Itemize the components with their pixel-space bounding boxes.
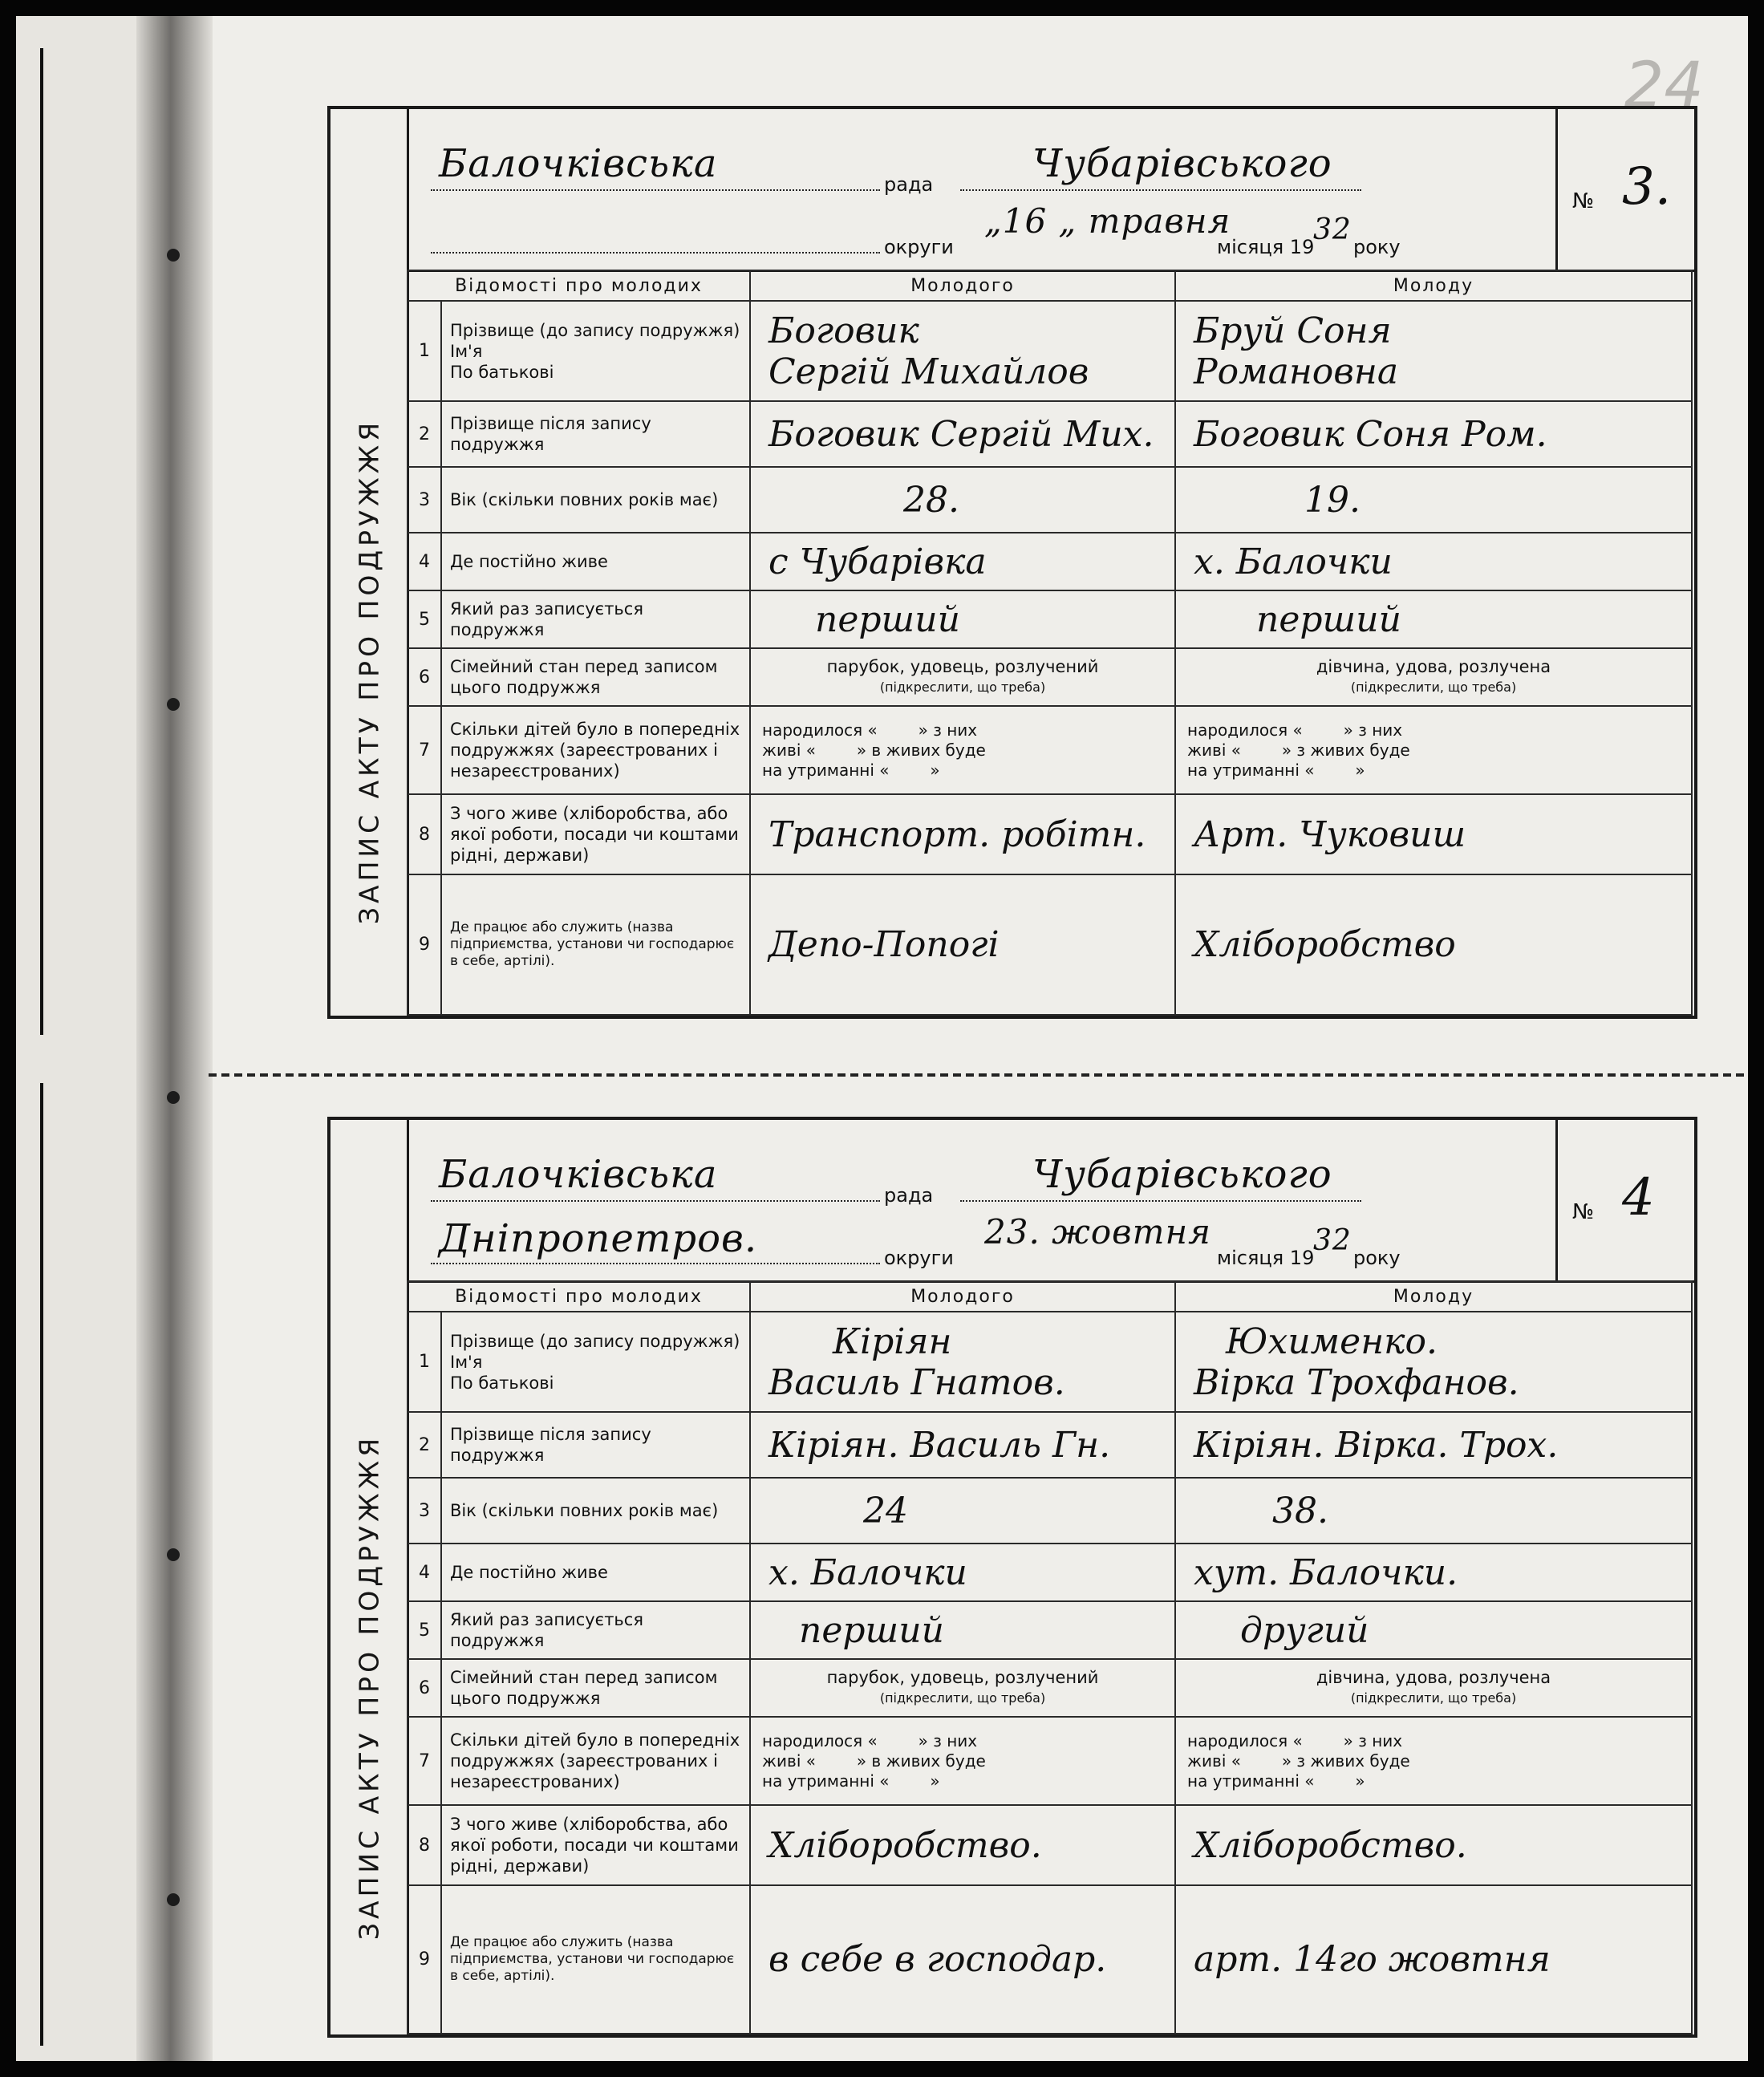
row-question: Сімейний стан перед записом цього подружжя	[441, 648, 750, 706]
punch-hole	[167, 1893, 180, 1906]
groom-children: народилося « » з них живі « » в живих буде на утриманні « »	[750, 1717, 1175, 1805]
groom-residence: с Чубарівка	[750, 533, 1175, 590]
rada-line	[431, 1200, 880, 1202]
groom-marriage-count: перший	[750, 590, 1175, 648]
row-number: 9	[408, 1885, 441, 2034]
groom-surname-after: Кіріян. Василь Гн.	[750, 1412, 1175, 1478]
row-number: 5	[408, 1601, 441, 1659]
bride-surname: Бруй Соня	[1194, 310, 1392, 351]
row-question: Де постійно живе	[441, 1544, 750, 1601]
bride-children: народилося « » з них живі « » з живих буде на утриманні « »	[1175, 706, 1692, 794]
month-label: місяця 19	[1217, 1247, 1315, 1269]
underline-note: (підкреслити, що треба)	[879, 679, 1046, 695]
row-question: З чого живе (хліборобства, або якої роботи, посади чи коштами рідні, держави)	[441, 794, 750, 874]
groom-livelihood: Транспорт. робітн.	[750, 794, 1175, 874]
document-page	[16, 16, 1748, 2061]
number-sign: №	[1572, 1200, 1595, 1224]
bride-residence: х. Балочки	[1175, 533, 1692, 590]
bride-livelihood: Хліборобство.	[1175, 1805, 1692, 1885]
bride-surname-name	[1175, 1312, 1692, 1412]
record-number-box	[1555, 109, 1694, 270]
bride-livelihood: Арт. Чуковиш	[1175, 794, 1692, 874]
col-header-info: Відомості про молодих	[408, 1281, 750, 1312]
row-number: 8	[408, 1805, 441, 1885]
bride-status-text: дівчина, удова, розлучена	[1316, 657, 1551, 676]
month-label: місяця 19	[1217, 236, 1315, 258]
rada-label: рада	[884, 173, 934, 196]
row-number: 2	[408, 401, 441, 467]
row-number: 3	[408, 467, 441, 533]
bride-children: народилося « » з них живі « » з живих буде на утриманні « »	[1175, 1717, 1692, 1805]
punch-hole	[167, 698, 180, 711]
bride-marriage-count: другий	[1175, 1601, 1692, 1659]
groom-livelihood: Хліборобство.	[750, 1805, 1175, 1885]
punch-hole	[167, 1091, 180, 1104]
record-title-text: ЗАПИС АКТУ ПРО ПОДРУЖЖЯ	[353, 1434, 384, 1940]
groom-status-options	[750, 1659, 1175, 1717]
record-number: 3.	[1622, 157, 1672, 217]
number-sign: №	[1572, 189, 1595, 213]
record-title-text: ЗАПИС АКТУ ПРО ПОДРУЖЖЯ	[353, 418, 384, 924]
frame-line	[40, 1083, 43, 2046]
row-number: 8	[408, 794, 441, 874]
row-number: 1	[408, 301, 441, 401]
bride-status-text: дівчина, удова, розлучена	[1316, 1668, 1551, 1687]
record-vertical-title	[330, 1120, 409, 2034]
groom-status-text: парубок, удовець, розлучений	[826, 657, 1099, 676]
bride-surname-name	[1175, 301, 1692, 401]
row-question: Скільки дітей було в попередніх подружжях (зареєстрованих і незареєстрованих)	[441, 1717, 750, 1805]
groom-workplace: Депо-Попогі	[750, 874, 1175, 1015]
row-question: Вік (скільки повних років має)	[441, 1478, 750, 1544]
bride-workplace: арт. 14го жовтня	[1175, 1885, 1692, 2034]
row-question: Скільки дітей було в попередніх подружжях (зареєстрованих і незареєстрованих)	[441, 706, 750, 794]
binding-fold	[136, 16, 213, 2061]
row-number: 6	[408, 648, 441, 706]
groom-surname-after: Боговик Сергій Мих.	[750, 401, 1175, 467]
okruh-line	[431, 252, 880, 254]
row-question: Який раз записується подружжя	[441, 1601, 750, 1659]
underline-note: (підкреслити, що треба)	[1350, 1690, 1517, 1706]
row-question: Де працює або служить (назва підприємства, установи чи господарює в себе, артілі).	[441, 1885, 750, 2034]
groom-patronymic: Василь Гнатов.	[768, 1361, 1065, 1403]
groom-age: 24	[750, 1478, 1175, 1544]
groom-patronymic: Сергій Михайлов	[768, 351, 1089, 392]
groom-surname: Кіріян	[833, 1320, 952, 1362]
row-number: 2	[408, 1412, 441, 1478]
groom-workplace: в себе в господар.	[750, 1885, 1175, 2034]
okruh-line	[431, 1263, 880, 1264]
bride-surname-after: Кіріян. Вірка. Трох.	[1175, 1412, 1692, 1478]
bride-marriage-count: перший	[1175, 590, 1692, 648]
date-value: 23. жовтня	[984, 1212, 1211, 1251]
groom-surname-name	[750, 1312, 1175, 1412]
bride-age: 38.	[1175, 1478, 1692, 1544]
bride-surname: Юхименко.	[1226, 1320, 1438, 1362]
row-question: Прізвище після запису подружжя	[441, 1412, 750, 1478]
row-question: Де працює або служить (назва підприємства, установи чи господарює в себе, артілі).	[441, 874, 750, 1015]
rada-label: рада	[884, 1184, 934, 1207]
row-number: 1	[408, 1312, 441, 1412]
groom-children: народилося « » з них живі « » в живих буде на утриманні « »	[750, 706, 1175, 794]
record-table	[407, 270, 1693, 1016]
bride-patronymic: Романовна	[1194, 351, 1399, 392]
punch-hole	[167, 249, 180, 262]
row-question: Де постійно живе	[441, 533, 750, 590]
raion-line	[960, 1200, 1361, 1202]
bride-status-options	[1175, 1659, 1692, 1717]
row-number: 9	[408, 874, 441, 1015]
record-table	[407, 1280, 1693, 2034]
row-question: Прізвище (до запису подружжя) Ім'я По батькові	[441, 1312, 750, 1412]
row-number: 6	[408, 1659, 441, 1717]
groom-status-text: парубок, удовець, розлучений	[826, 1668, 1099, 1687]
okruh-value: Дніпропетров.	[439, 1216, 758, 1261]
bride-status-options	[1175, 648, 1692, 706]
bride-surname-after: Боговик Соня Ром.	[1175, 401, 1692, 467]
row-number: 3	[408, 1478, 441, 1544]
record-number-box	[1555, 1120, 1694, 1280]
record-header	[407, 109, 1694, 272]
underline-note: (підкреслити, що треба)	[879, 1690, 1046, 1706]
raion-line	[960, 189, 1361, 191]
year-label: року	[1353, 1247, 1401, 1269]
col-header-bride: Молоду	[1175, 1281, 1692, 1312]
rada-value: Балочківська	[439, 141, 718, 186]
col-header-groom: Молодого	[750, 270, 1175, 301]
row-number: 7	[408, 706, 441, 794]
col-header-bride: Молоду	[1175, 270, 1692, 301]
date-value: „16 „ травня	[984, 201, 1231, 241]
bride-residence: хут. Балочки.	[1175, 1544, 1692, 1601]
record-header	[407, 1120, 1694, 1283]
row-number: 4	[408, 1544, 441, 1601]
record-vertical-title	[330, 109, 409, 1016]
groom-age: 28.	[750, 467, 1175, 533]
perforation-line	[209, 1073, 1748, 1077]
row-question: Вік (скільки повних років має)	[441, 467, 750, 533]
groom-status-options	[750, 648, 1175, 706]
groom-residence: х. Балочки	[750, 1544, 1175, 1601]
rada-value: Балочківська	[439, 1152, 718, 1197]
row-number: 5	[408, 590, 441, 648]
bride-workplace: Хліборобство	[1175, 874, 1692, 1015]
marriage-record-2	[327, 1117, 1697, 2038]
row-question: Який раз записується подружжя	[441, 590, 750, 648]
row-question: Прізвище (до запису подружжя) Ім'я По батькові	[441, 301, 750, 401]
raion-value: Чубарівського	[1032, 1152, 1332, 1197]
row-number: 4	[408, 533, 441, 590]
bride-patronymic: Вірка Трохфанов.	[1194, 1361, 1519, 1403]
year-label: року	[1353, 236, 1401, 258]
frame-line	[40, 48, 43, 1035]
row-number: 7	[408, 1717, 441, 1805]
year-value: 32	[1313, 213, 1352, 246]
row-question: Сімейний стан перед записом цього подружжя	[441, 1659, 750, 1717]
page-number: 24	[1624, 50, 1704, 122]
okruh-label: округи	[884, 236, 954, 258]
groom-marriage-count: перший	[750, 1601, 1175, 1659]
col-header-info: Відомості про молодих	[408, 270, 750, 301]
col-header-groom: Молодого	[750, 1281, 1175, 1312]
underline-note: (підкреслити, що треба)	[1350, 679, 1517, 695]
raion-value: Чубарівського	[1032, 141, 1332, 186]
groom-surname-name	[750, 301, 1175, 401]
row-question: Прізвище після запису подружжя	[441, 401, 750, 467]
bride-age: 19.	[1175, 467, 1692, 533]
punch-hole	[167, 1548, 180, 1561]
year-value: 32	[1313, 1224, 1352, 1257]
okruh-label: округи	[884, 1247, 954, 1269]
row-question: З чого живе (хліборобства, або якої роботи, посади чи коштами рідні, держави)	[441, 1805, 750, 1885]
groom-surname: Боговик	[768, 310, 919, 351]
record-number: 4	[1622, 1168, 1655, 1227]
marriage-record-1	[327, 106, 1697, 1019]
rada-line	[431, 189, 880, 191]
